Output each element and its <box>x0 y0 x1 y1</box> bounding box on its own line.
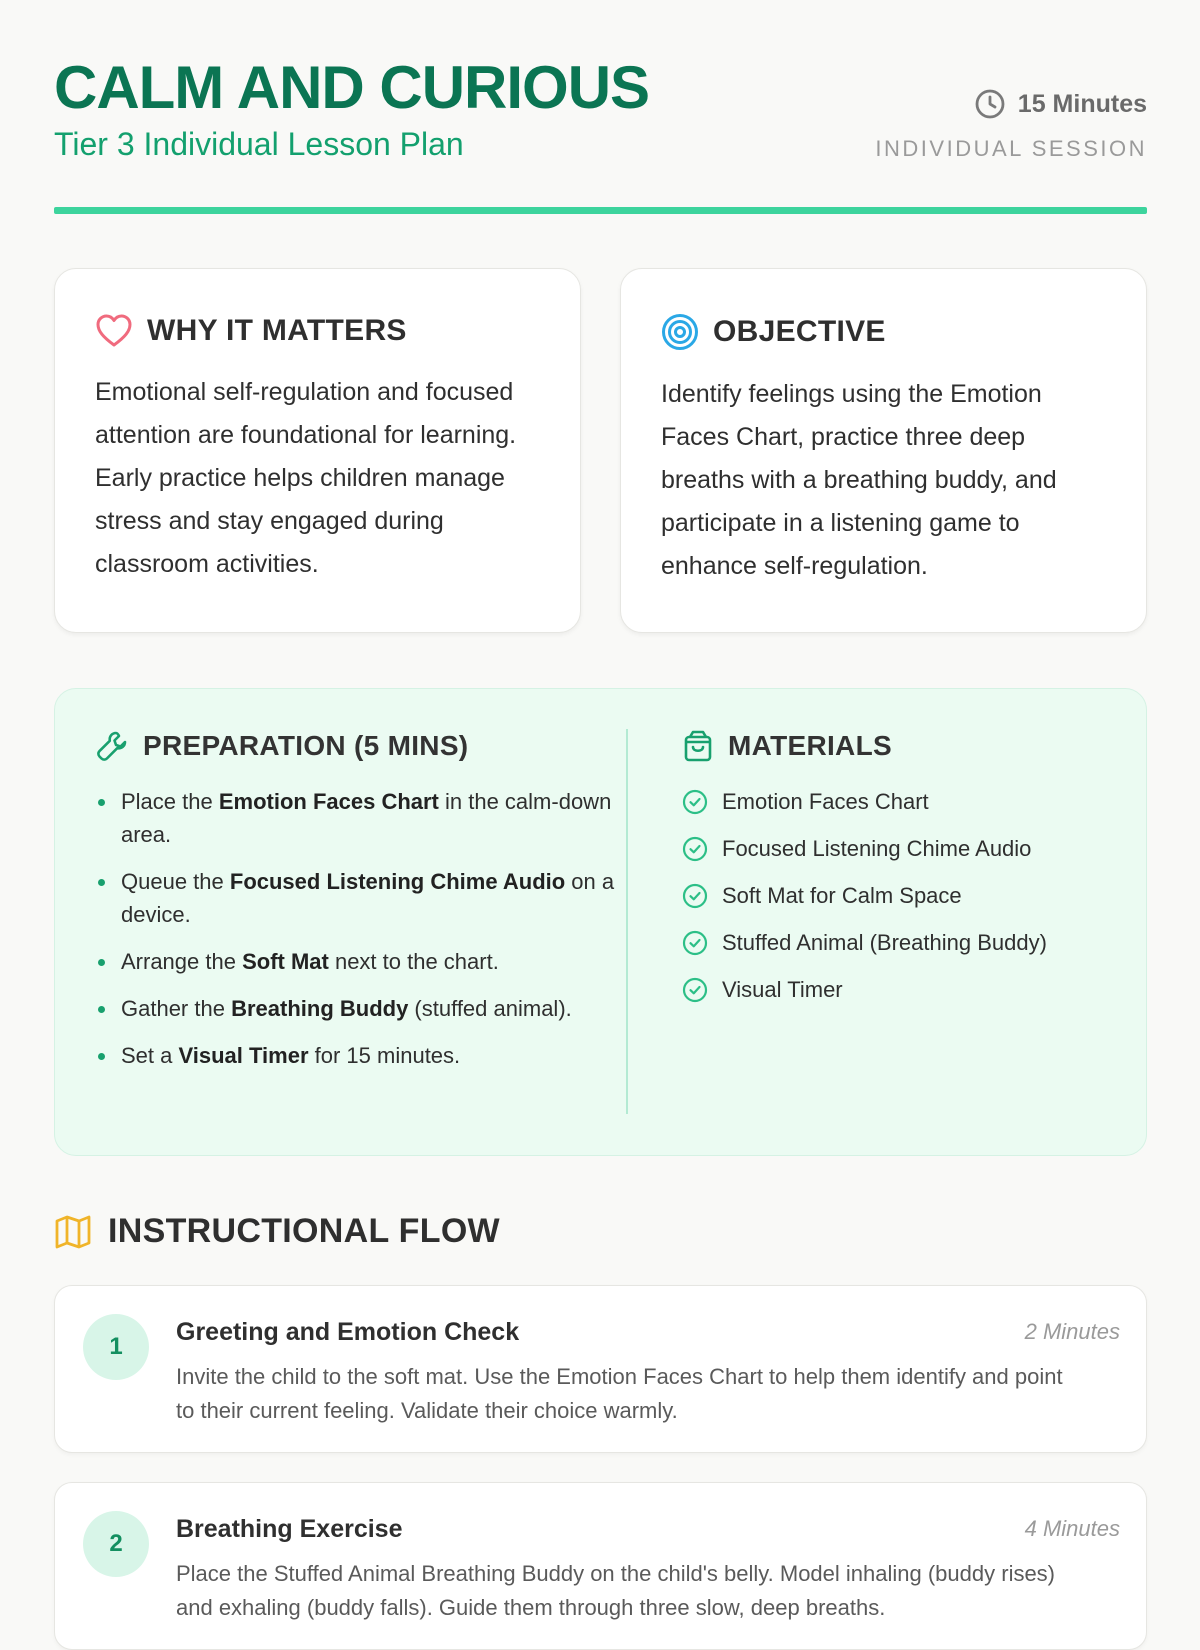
preparation-item: Place the Emotion Faces Chart in the calm-down area. <box>95 785 625 851</box>
map-icon <box>54 1215 92 1249</box>
material-label: Visual Timer <box>722 977 843 1002</box>
materials-section <box>682 729 1112 1020</box>
material-item <box>682 973 1112 1006</box>
instructional-flow-heading: INSTRUCTIONAL FLOW <box>108 1212 500 1250</box>
why-heading-row <box>95 313 540 349</box>
why-heading: WHY IT MATTERS <box>147 314 407 347</box>
step-title: Breathing Exercise <box>176 1515 403 1543</box>
step-number: 2 <box>83 1511 149 1577</box>
material-label: Emotion Faces Chart <box>722 789 929 814</box>
material-item <box>682 832 1112 865</box>
instructional-flow-heading-row <box>54 1212 500 1251</box>
wrench-icon <box>95 729 129 763</box>
why-body: Emotional self-regulation and focused attention are foundational for learning. Early practice helps children manage stress and stay engaged during classroom activities. <box>95 378 517 578</box>
objective-heading: OBJECTIVE <box>713 315 886 348</box>
step-description: Place the Stuffed Animal Breathing Buddy on the child's belly. Model inhaling (buddy rises) and exhaling (buddy falls). Guide them through three slow, deep breaths. <box>176 1561 1056 1620</box>
material-label: Soft Mat for Calm Space <box>722 883 962 908</box>
material-item <box>682 785 1112 818</box>
duration-row <box>875 88 1147 120</box>
preparation-item: Arrange the Soft Mat next to the chart. <box>95 945 625 978</box>
check-circle-icon <box>682 930 708 956</box>
step-duration: 4 Minutes <box>1024 1516 1120 1541</box>
session-meta <box>875 88 1147 162</box>
preparation-materials-panel <box>54 688 1147 1156</box>
materials-list <box>682 785 1112 1006</box>
materials-heading: MATERIALS <box>728 730 892 761</box>
duration-label: 15 Minutes <box>1017 89 1147 118</box>
session-type: INDIVIDUAL SESSION <box>875 136 1147 161</box>
material-item <box>682 879 1112 912</box>
shopping-bag-icon <box>682 729 714 763</box>
flow-step <box>54 1285 1147 1453</box>
preparation-heading-row <box>95 729 625 763</box>
preparation-heading: PREPARATION (5 MINS) <box>143 730 469 761</box>
objective-body: Identify feelings using the Emotion Faces Chart, practice three deep breaths with a breathing buddy, and participate in a listening game to enhance self-regulation. <box>661 380 1057 580</box>
target-icon <box>661 313 699 351</box>
clock-icon <box>974 88 1006 120</box>
step-number: 1 <box>83 1314 149 1380</box>
step-duration: 2 Minutes <box>1024 1319 1120 1344</box>
step-description: Invite the child to the soft mat. Use the Emotion Faces Chart to help them identify and point to their current feeling. Validate their choice warmly. <box>176 1364 1063 1423</box>
preparation-item: Gather the Breathing Buddy (stuffed animal). <box>95 992 625 1025</box>
page-title: CALM AND CURIOUS <box>54 54 650 121</box>
why-it-matters-card <box>54 268 581 633</box>
heart-icon <box>95 313 133 349</box>
check-circle-icon <box>682 836 708 862</box>
preparation-item: Queue the Focused Listening Chime Audio on a device. <box>95 865 625 931</box>
objective-card <box>620 268 1147 633</box>
material-label: Stuffed Animal (Breathing Buddy) <box>722 930 1047 955</box>
check-circle-icon <box>682 789 708 815</box>
flow-step <box>54 1482 1147 1650</box>
material-label: Focused Listening Chime Audio <box>722 836 1032 861</box>
page-subtitle: Tier 3 Individual Lesson Plan <box>54 126 464 162</box>
material-item <box>682 926 1112 959</box>
check-circle-icon <box>682 883 708 909</box>
header-divider <box>54 207 1147 214</box>
preparation-section <box>95 729 625 1086</box>
check-circle-icon <box>682 977 708 1003</box>
preparation-list <box>95 785 625 1072</box>
lesson-header <box>54 56 1147 216</box>
objective-heading-row <box>661 313 1106 351</box>
step-title: Greeting and Emotion Check <box>176 1318 520 1346</box>
materials-heading-row <box>682 729 1112 763</box>
panel-divider <box>626 729 628 1114</box>
preparation-item: Set a Visual Timer for 15 minutes. <box>95 1039 625 1072</box>
